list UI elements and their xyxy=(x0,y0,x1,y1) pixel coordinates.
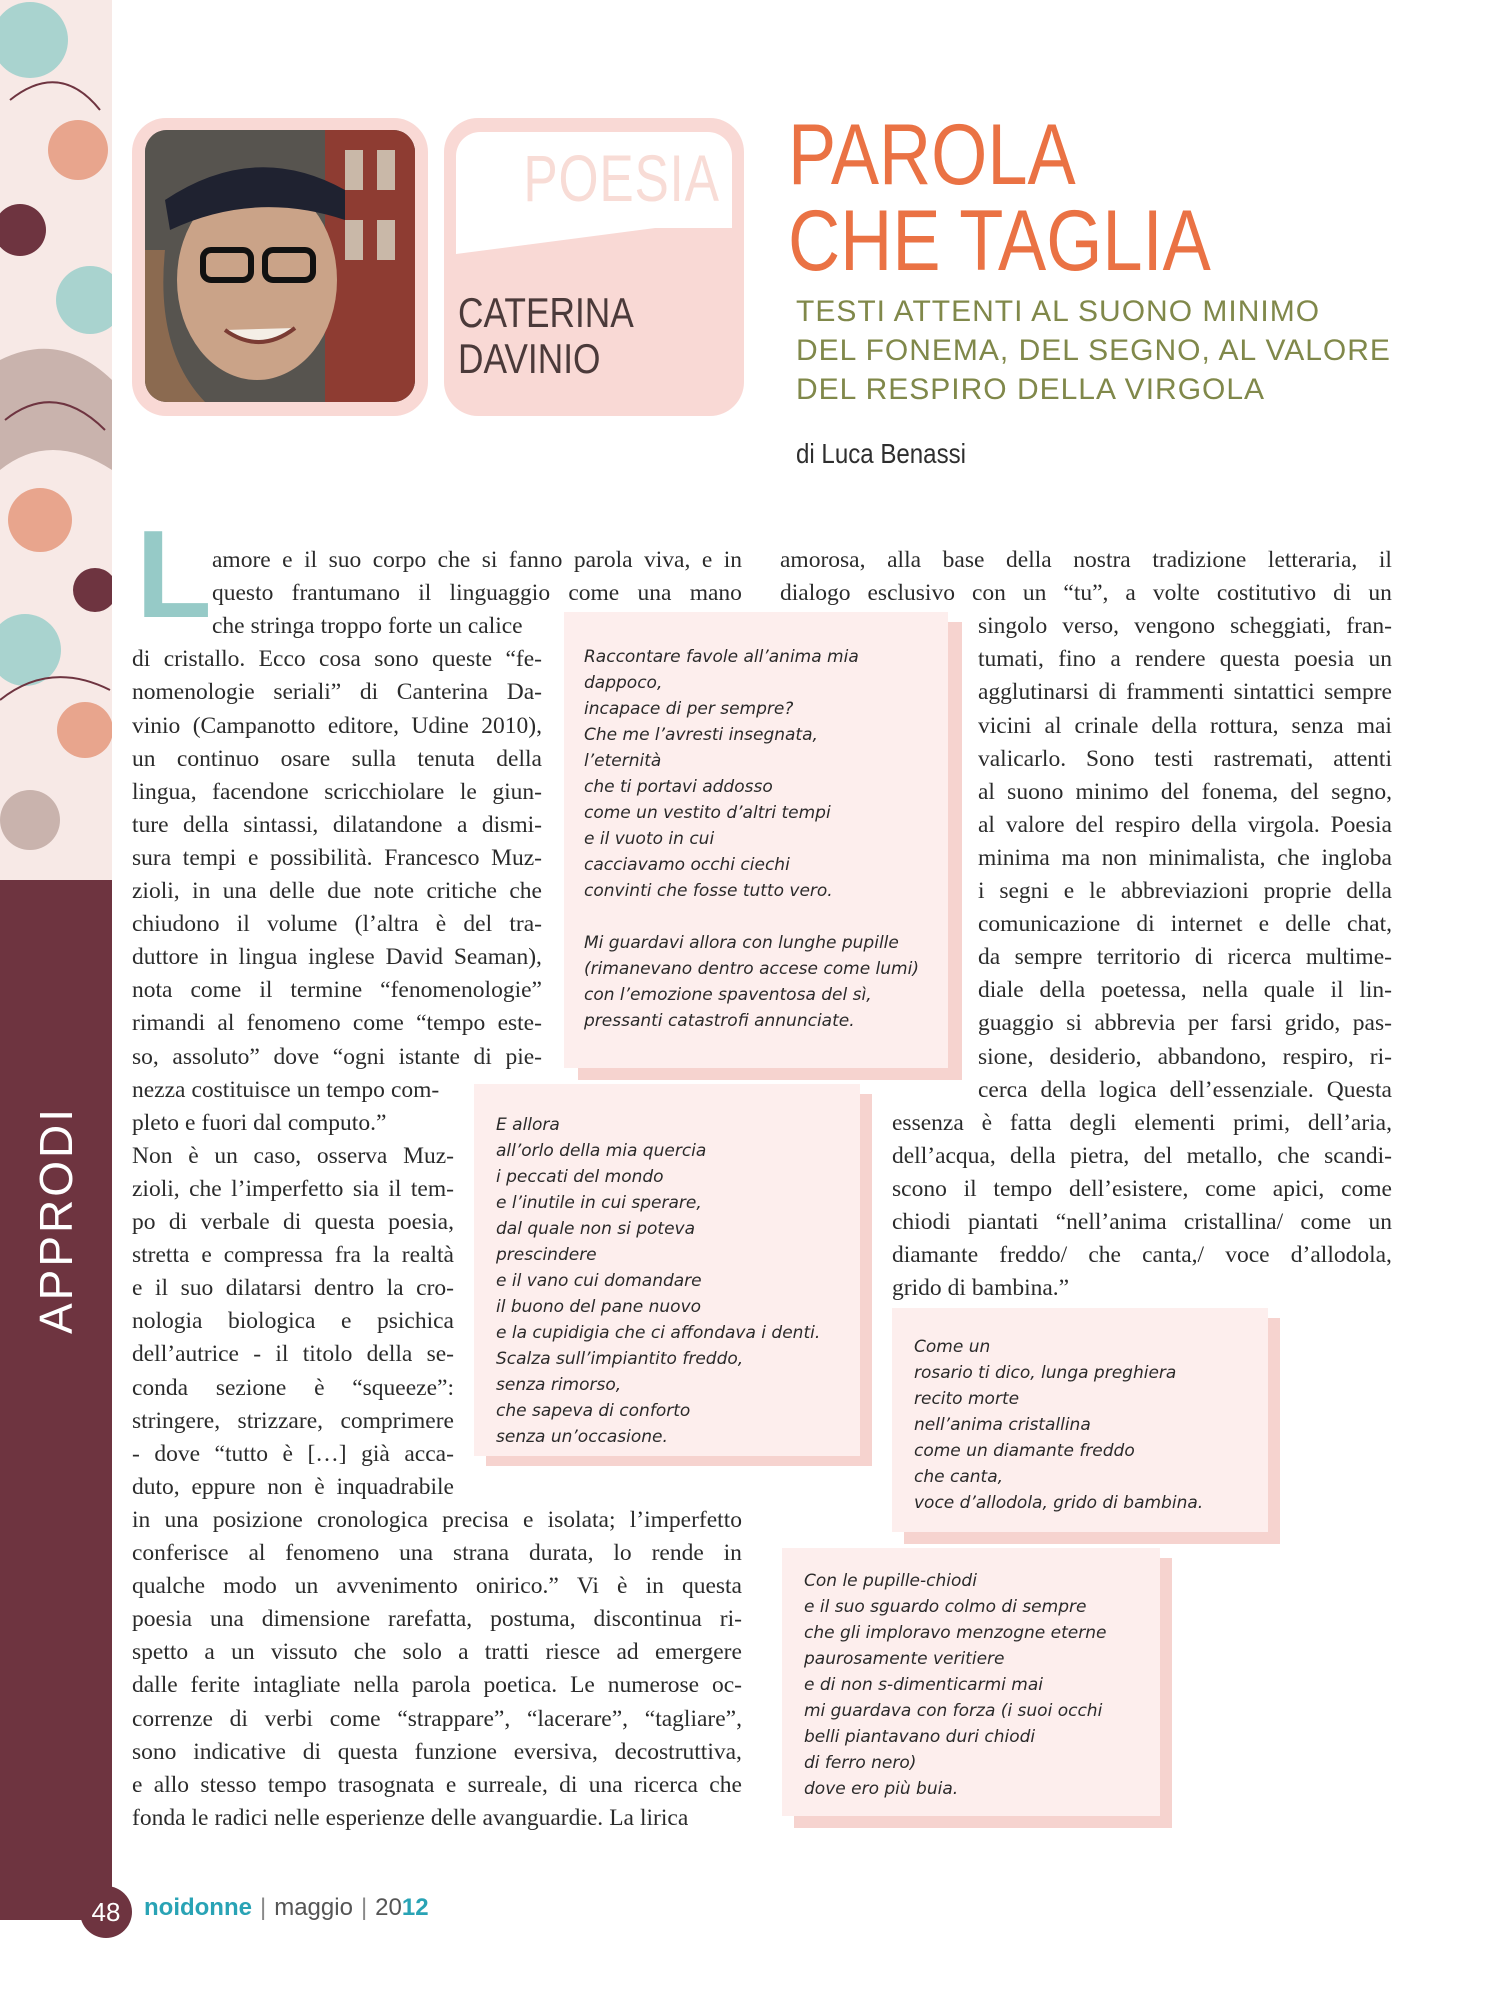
body-text-line: scono il tempo dell’esistere, come apici, come xyxy=(892,1175,1392,1202)
body-text-line: i segni e le abbreviazioni proprie della xyxy=(978,878,1392,904)
author-box xyxy=(444,118,744,416)
poem-line: Come un xyxy=(914,1337,991,1357)
portrait-image xyxy=(145,130,415,402)
body-text-line: e il suo dilatarsi dentro la cro- xyxy=(132,1275,454,1302)
body-text-line: nota come il termine “fenomenologie” xyxy=(132,977,542,1004)
poem-box-1 xyxy=(564,612,948,1068)
poem-line: e la cupidigia che ci affondava i denti. xyxy=(496,1323,821,1343)
body-text-line: conda sezione è “squeeze”: xyxy=(132,1374,454,1401)
poem-line: convinti che fosse tutto vero. xyxy=(584,881,833,901)
issue-year-prefix: 20 xyxy=(375,1894,402,1921)
article-title xyxy=(788,107,1291,289)
body-text-line: comunicazione di internet e delle chat, xyxy=(978,911,1392,938)
poem-line: che canta, xyxy=(914,1467,1004,1487)
byline: di Luca Benassi xyxy=(796,438,967,469)
author-name-line: CATERINA xyxy=(458,289,634,336)
poem-line: di ferro nero) xyxy=(804,1753,917,1773)
body-text-line: al suono minimo del fonema, del segno, xyxy=(978,778,1392,805)
body-text-line: vicini al crinale della rottura, senza mai xyxy=(978,712,1392,739)
body-text-line: un continuo osare sulla tenuta della xyxy=(132,745,542,772)
body-text-line: stretta e compressa fra la realtà xyxy=(132,1242,454,1269)
body-text-line: poesia una dimensione rarefatta, postuma, discontinua ri- xyxy=(132,1606,742,1633)
poem-line: paurosamente veritiere xyxy=(804,1649,1005,1669)
body-text-line: fonda le radici nelle esperienze delle avanguardie. La lirica xyxy=(132,1804,689,1831)
article-subtitle xyxy=(796,292,1391,409)
page-number: 48 xyxy=(80,1886,132,1938)
issue-year-suffix: 12 xyxy=(401,1894,429,1921)
decorative-strip xyxy=(0,0,112,2000)
poem-line: Mi guardavi allora con lunghe pupille xyxy=(584,933,899,953)
body-text-line: amore e il suo corpo che si fanno parola viva, e in xyxy=(212,547,742,573)
body-text-line: - dove “tutto è […] già acca- xyxy=(132,1440,454,1467)
body-text-line: zioli, che l’imperfetto sia il tem- xyxy=(132,1175,454,1202)
body-text-line: sione, desiderio, abbandono, respiro, ri- xyxy=(978,1043,1392,1070)
body-text-line: po di verbale di questa poesia, xyxy=(132,1209,454,1235)
body-text-line: cerca della logica dell’essenziale. Questa xyxy=(978,1076,1392,1103)
poem-line: E allora xyxy=(496,1115,560,1135)
poem-line: il buono del pane nuovo xyxy=(496,1297,702,1317)
body-text-line: diamante freddo/ che canta,/ voce d’allodola, xyxy=(892,1242,1392,1269)
subtitle-line: DEL FONEMA, DEL SEGNO, AL VALORE xyxy=(796,334,1391,367)
body-text-line: nomenologie seriali” di Canterina Da- xyxy=(132,679,542,706)
footer-masthead: noidonne | maggio | 2012 xyxy=(144,1894,429,1921)
poem-line: cacciavamo occhi ciechi xyxy=(584,855,790,875)
poem-box-2 xyxy=(474,1084,860,1456)
drop-cap: L xyxy=(136,506,212,644)
poem-line: pressanti catastrofi annunciate. xyxy=(584,1011,855,1031)
body-text-line: duttore in lingua inglese David Seaman), xyxy=(132,944,542,971)
author-name xyxy=(444,290,744,382)
subtitle-line: TESTI ATTENTI AL SUONO MINIMO xyxy=(796,295,1321,328)
poem-line: che gli imploravo menzogne eterne xyxy=(804,1623,1107,1643)
poem-line: e il vuoto in cui xyxy=(584,829,715,849)
body-text-line: e allo stesso tempo trasognata e surreale, di una ricerca che xyxy=(132,1771,742,1798)
body-text-line: questo frantumano il linguaggio come una mano xyxy=(212,580,742,607)
poem-line: Che me l’avresti insegnata, xyxy=(584,725,818,745)
poem-line: l’eternità xyxy=(584,751,662,771)
poem-line: nell’anima cristallina xyxy=(914,1415,1091,1435)
poem-line: e il vano cui domandare xyxy=(496,1271,702,1291)
body-text-line: rimandi al fenomeno come “tempo este- xyxy=(132,1010,542,1037)
body-text-line: zioli, in una delle due note critiche che xyxy=(132,878,542,904)
poem-line: dal quale non si poteva xyxy=(496,1219,696,1239)
body-text-line: essenza è fatta degli elementi primi, dell’aria, xyxy=(892,1109,1392,1136)
poem-line: recito morte xyxy=(914,1389,1020,1409)
body-text-line: dialogo esclusivo con un “tu”, a volte costitutivo di un xyxy=(780,580,1392,607)
poem-line: voce d’allodola, grido di bambina. xyxy=(914,1493,1204,1513)
poem-line: senza rimorso, xyxy=(496,1375,622,1395)
poem-line: dappoco, xyxy=(584,673,663,693)
body-text-line: sura tempi e possibilità. Francesco Muz- xyxy=(132,844,542,871)
body-text-line: di cristallo. Ecco cosa sono queste “fe- xyxy=(132,646,542,673)
section-label: APPRODI xyxy=(30,1105,83,1335)
body-text-line: che stringa troppo forte un calice xyxy=(212,613,523,640)
body-text-line: sono indicative di questa funzione eversiva, decostruttiva, xyxy=(132,1738,742,1765)
body-text-line: dalle ferite intagliate nella parola poetica. Le numerose oc- xyxy=(132,1672,742,1699)
category-label: POESIA xyxy=(523,141,720,215)
body-text-line: minima ma non minimalista, che ingloba xyxy=(978,844,1392,871)
body-text-line: pleto e fuori dal computo.” xyxy=(132,1109,387,1136)
body-text-line: nezza costituisce un tempo com- xyxy=(132,1076,440,1103)
poem-line: all’orlo della mia quercia xyxy=(496,1141,707,1161)
poem-line: e il suo sguardo colmo di sempre xyxy=(804,1597,1087,1617)
body-text-line: lingua, facendone scricchiolare le giun- xyxy=(132,778,542,805)
title-line: PAROLA xyxy=(788,107,1076,203)
poem-line: che ti portavi addosso xyxy=(584,777,773,797)
poem-line: Con le pupille-chiodi xyxy=(804,1571,977,1591)
poem-line: mi guardava con forza (i suoi occhi xyxy=(804,1701,1103,1721)
author-name-line: DAVINIO xyxy=(458,335,601,382)
floral-pattern-art xyxy=(0,0,112,880)
poem-line: belli piantavano duri chiodi xyxy=(804,1727,1036,1747)
body-text-line: in una posizione cronologica precisa e isolata; l’imperfetto xyxy=(132,1506,742,1533)
poem-line: senza un’occasione. xyxy=(496,1427,668,1447)
poem-line: rosario ti dico, lunga preghiera xyxy=(914,1363,1177,1383)
poem-line: con l’emozione spaventosa del sì, xyxy=(584,985,872,1005)
poem-line: prescindere xyxy=(496,1245,597,1265)
poem-line: e l’inutile in cui sperare, xyxy=(496,1193,702,1213)
poem-box-3 xyxy=(892,1308,1268,1532)
body-text-line: al valore del respiro della virgola. Poesia xyxy=(978,811,1392,838)
body-text-line: chiodi piantati “nell’anima cristallina/ come un xyxy=(892,1209,1392,1235)
body-text-line: diale della poetessa, nella quale il lin- xyxy=(978,977,1392,1004)
body-text-line: agglutinarsi di frammenti sintattici sempre xyxy=(978,679,1392,706)
poem-line: Raccontare favole all’anima mia xyxy=(584,647,859,667)
poem-line: che sapeva di conforto xyxy=(496,1401,691,1421)
poem-line: come un vestito d’altri tempi xyxy=(584,803,831,823)
magazine-name: noidonne xyxy=(144,1894,252,1921)
body-text-line: spetto a un vissuto che solo a tratti riesce ad emergere xyxy=(132,1639,742,1666)
body-text-line: da sempre territorio di ricerca multime- xyxy=(978,944,1392,971)
body-text-line: stringere, strizzare, comprimere xyxy=(132,1407,454,1434)
poem-line: Scalza sull’impiantito freddo, xyxy=(496,1349,744,1369)
body-text-line: qualche modo un avvenimento onirico.” Vi è in questa xyxy=(132,1573,742,1600)
body-text-line: singolo verso, vengono scheggiati, fran- xyxy=(978,613,1392,640)
section-band xyxy=(0,880,112,1920)
body-text-line: grido di bambina.” xyxy=(892,1275,1070,1302)
body-text-line: vinio (Campanotto editore, Udine 2010), xyxy=(132,712,542,739)
title-line: CHE TAGLIA xyxy=(788,193,1211,289)
body-text-line: dell’acqua, della pietra, del metallo, che scandi- xyxy=(892,1142,1392,1169)
body-text-line: correnze di verbi come “strappare”, “lacerare”, “tagliare”, xyxy=(132,1705,742,1732)
body-text-line: dell’autrice - il titolo della se- xyxy=(132,1341,454,1368)
body-text-line: tumati, fino a rendere questa poesia un xyxy=(978,646,1392,673)
body-text-line: chiudono il volume (l’altra è del tra- xyxy=(132,911,542,938)
category-band-wedge xyxy=(456,214,732,254)
poem-line: i peccati del mondo xyxy=(496,1167,664,1187)
body-text-line: duto, eppure non è inquadrabile xyxy=(132,1473,454,1500)
body-text-line: nologia biologica e psichica xyxy=(132,1308,454,1335)
poem-line: incapace di per sempre? xyxy=(584,699,794,719)
poem-line: come un diamante freddo xyxy=(914,1441,1135,1461)
body-text-line: amorosa, alla base della nostra tradizione letteraria, il xyxy=(780,547,1392,573)
poem-line: e di non s-dimenticarmi mai xyxy=(804,1675,1043,1695)
poem-line xyxy=(584,904,928,930)
body-text-line: ture della sintassi, dilatandone a dismi- xyxy=(132,811,542,838)
body-text-line: guaggio si abbrevia per farsi grido, pas- xyxy=(978,1010,1392,1037)
body-text-line: valicarlo. Sono testi rastremati, attenti xyxy=(978,745,1392,772)
subtitle-line: DEL RESPIRO DELLA VIRGOLA xyxy=(796,373,1266,406)
poem-line: (rimanevano dentro accese come lumi) xyxy=(584,959,919,979)
body-text-line: Non è un caso, osserva Muz- xyxy=(132,1142,454,1169)
issue-month: maggio xyxy=(274,1894,353,1921)
body-text-line: so, assoluto” dove “ogni istante di pie- xyxy=(132,1043,542,1070)
poem-box-4 xyxy=(782,1548,1160,1816)
body-text-line: conferisce al fenomeno una strana durata, lo rende in xyxy=(132,1540,742,1566)
poem-line: dove ero più buia. xyxy=(804,1779,959,1799)
author-photo xyxy=(145,130,415,402)
